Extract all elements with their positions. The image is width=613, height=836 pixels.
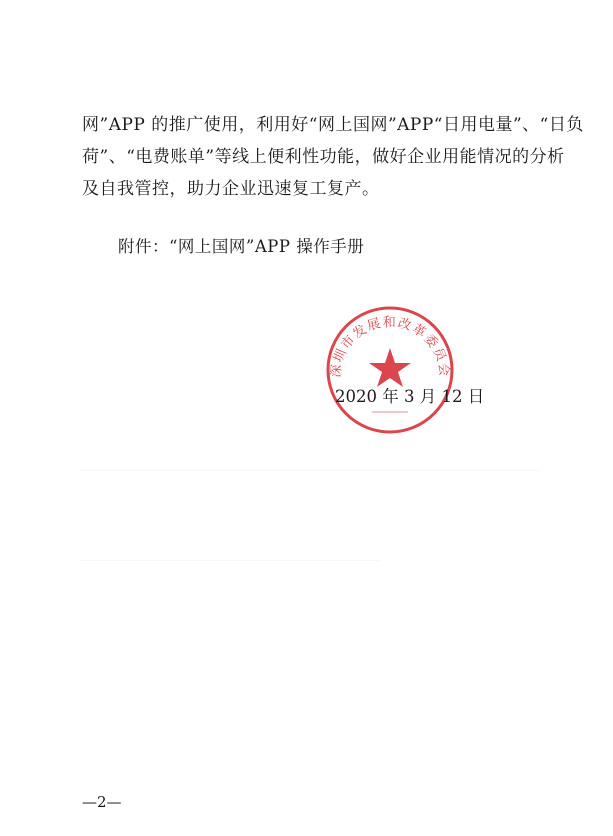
attachment-line: 附件：“网上国网”APP 操作手册 [118,237,365,256]
bleed-through-line [80,470,540,471]
official-seal [320,300,460,440]
document-date: 2020 年 3 月 12 日 [335,387,485,406]
bleed-through-line [80,560,380,561]
paragraph-line-3: 及自我管控，助力企业迅速复工复产。 [82,179,380,199]
paragraph-line-1: 网”APP 的推广使用，利用好“网上国网”APP“日用电量”、“日负 [82,115,584,135]
seal-text: 深圳市发展和改革委员会 [328,315,452,379]
star-icon [369,348,411,387]
page-number: —2— [82,793,122,811]
paragraph-line-2: 荷”、“电费账单”等线上便利性功能，做好企业用能情况的分析 [82,147,565,167]
